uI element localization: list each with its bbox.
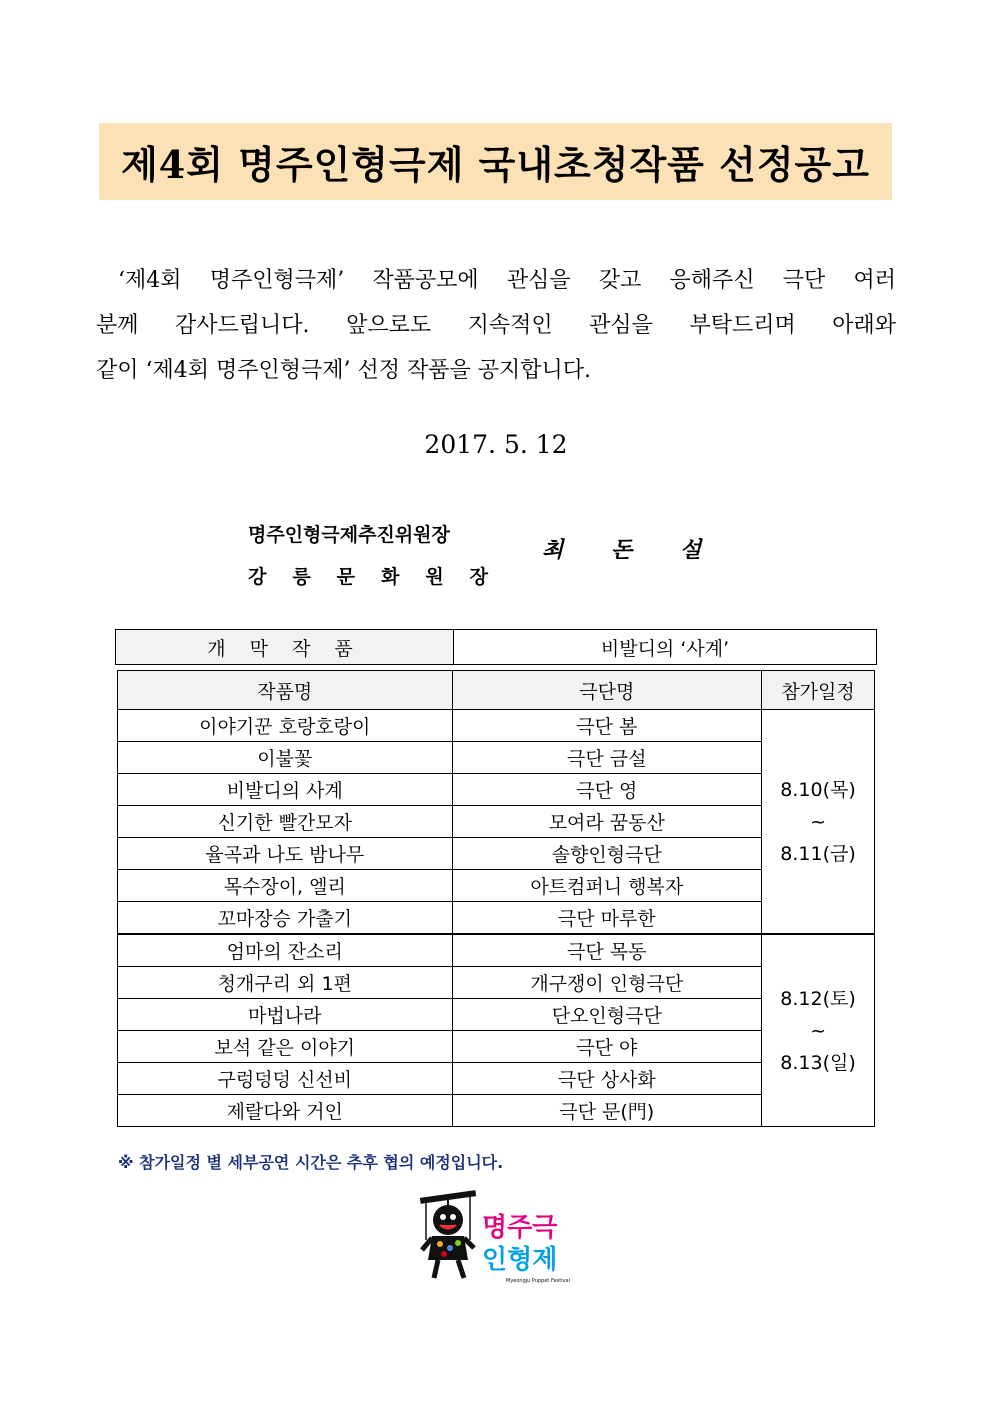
- opening-label: 개 막 작 품: [116, 630, 454, 665]
- troupe-name-cell: 아트컴퍼니 행복자: [452, 870, 762, 902]
- troupe-name-cell: 솔향인형극단: [452, 838, 762, 870]
- announcement-date: 2017. 5. 12: [424, 430, 568, 459]
- work-title-cell: 이야기꾼 호랑호랑이: [118, 710, 453, 742]
- festival-logo: [410, 1188, 590, 1288]
- troupe-name-cell: 개구쟁이 인형극단: [452, 967, 762, 999]
- troupe-name-cell: 극단 상사화: [452, 1063, 762, 1095]
- troupe-name-cell: 극단 영: [452, 774, 762, 806]
- troupe-name-cell: 극단 문(門): [452, 1095, 762, 1127]
- schedule-line: ~: [810, 1019, 826, 1042]
- work-title-cell: 목수장이, 엘리: [118, 870, 453, 902]
- schedule-cell: [762, 710, 875, 935]
- table-row: [118, 1031, 875, 1063]
- table-row: [118, 934, 875, 967]
- intro-line: 분께 감사드립니다. 앞으로도 지속적인 관심을 부탁드리며 아래와: [96, 313, 896, 338]
- work-title-cell: 율곡과 나도 밤나무: [118, 838, 453, 870]
- troupe-name-cell: 극단 목동: [452, 934, 762, 967]
- schedule-cell: [762, 934, 875, 1127]
- troupe-name-cell: 모여라 꿈동산: [452, 806, 762, 838]
- table-row: [118, 710, 875, 742]
- opening-performance-table: [115, 629, 877, 665]
- table-row: [118, 774, 875, 806]
- table-row: [118, 1063, 875, 1095]
- intro-line: ‘제4회 명주인형극제’ 작품공모에 관심을 갖고 응해주신 극단 여러: [118, 268, 896, 293]
- header-troupe: 극단명: [452, 671, 762, 710]
- work-title-cell: 보석 같은 이야기: [118, 1031, 453, 1063]
- schedule-line: 8.13(일): [780, 1051, 856, 1074]
- schedule-line: 8.11(금): [780, 842, 856, 865]
- troupe-name-cell: 단오인형극단: [452, 999, 762, 1031]
- puppet-icon: [420, 1190, 476, 1278]
- troupe-name-cell: 극단 봄: [452, 710, 762, 742]
- header-work: 작품명: [118, 671, 453, 710]
- schedule-line: 8.10(목): [780, 778, 856, 801]
- signatory-name: 최 돈 설: [542, 538, 722, 563]
- table-row: [118, 742, 875, 774]
- title-banner: [99, 123, 892, 200]
- schedule-line: 8.12(토): [780, 987, 856, 1010]
- work-title-cell: 제랄다와 거인: [118, 1095, 453, 1127]
- work-title-cell: 이불꽃: [118, 742, 453, 774]
- intro-line: 같이 ‘제4회 명주인형극제’ 선정 작품을 공지합니다.: [96, 358, 591, 383]
- troupe-name-cell: 극단 야: [452, 1031, 762, 1063]
- work-title-cell: 구렁덩덩 신선비: [118, 1063, 453, 1095]
- table-row: [118, 999, 875, 1031]
- signature-organization: [248, 514, 488, 598]
- work-title-cell: 엄마의 잔소리: [118, 934, 453, 967]
- logo-text-line2: 인형제: [482, 1245, 558, 1275]
- table-row: [118, 870, 875, 902]
- schedule-footnote: ※ 참가일정 별 세부공연 시간은 추후 협의 예정입니다.: [118, 1153, 504, 1172]
- troupe-name-cell: 극단 마루한: [452, 902, 762, 935]
- work-title-cell: 비발디의 사계: [118, 774, 453, 806]
- work-title-cell: 마법나라: [118, 999, 453, 1031]
- table-row: [118, 1095, 875, 1127]
- work-title-cell: 청개구리 외 1편: [118, 967, 453, 999]
- selected-works-table: [117, 670, 875, 1127]
- page-title: 제4회 명주인형극제 국내초청작품 선정공고: [121, 142, 870, 187]
- opening-value: 비발디의 ‘사계’: [454, 630, 877, 665]
- org-title-line1: 명주인형극제추진위원장: [248, 524, 450, 546]
- org-title-line2: 강 릉 문 화 원 장: [248, 566, 488, 588]
- table-row: [118, 806, 875, 838]
- logo-subtitle: Myeongju Puppet Festival: [506, 1278, 571, 1284]
- schedule-line: ~: [810, 810, 826, 833]
- table-row: [118, 838, 875, 870]
- work-title-cell: 신기한 빨간모자: [118, 806, 453, 838]
- logo-text-line1: 명주극: [482, 1213, 558, 1243]
- intro-paragraph: [96, 258, 896, 393]
- header-schedule: 참가일정: [762, 671, 875, 710]
- troupe-name-cell: 극단 금설: [452, 742, 762, 774]
- table-row: [118, 967, 875, 999]
- work-title-cell: 꼬마장승 가출기: [118, 902, 453, 935]
- table-row: [118, 902, 875, 935]
